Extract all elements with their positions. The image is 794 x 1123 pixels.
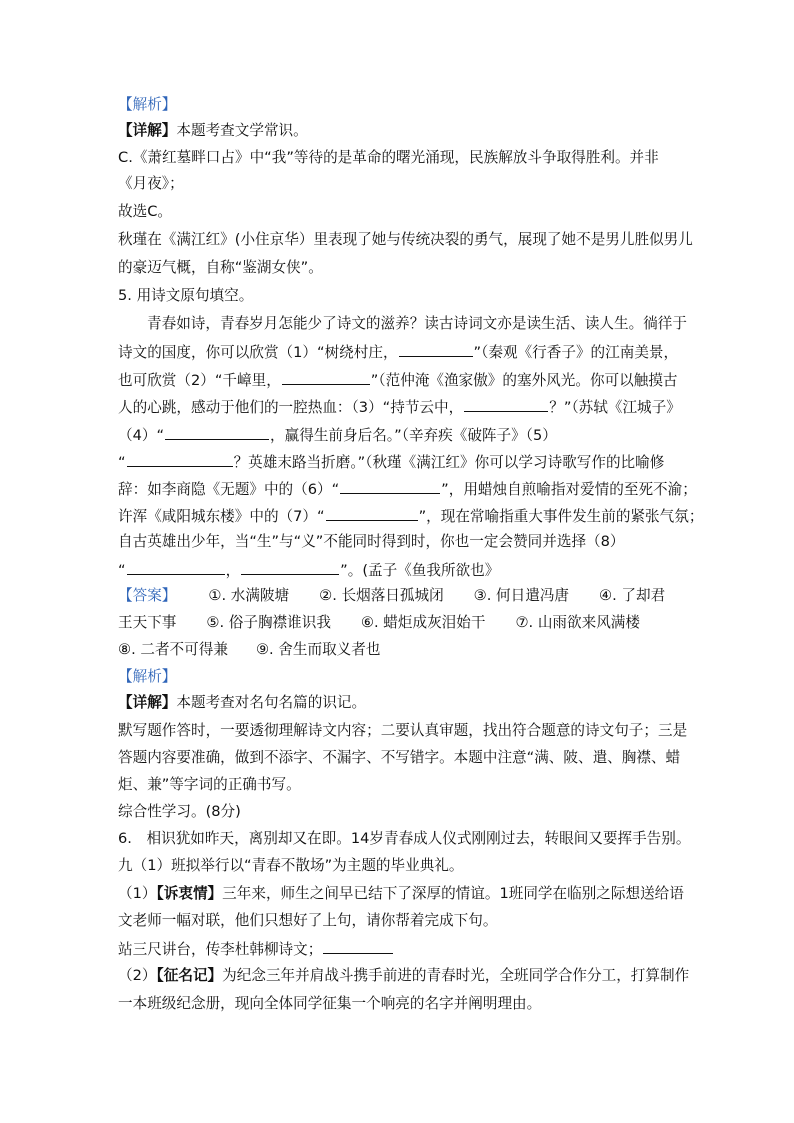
q5-text: ？英雄末路当折磨。”（秋瑾《满江红》你可以学习诗歌写作的比喻修 (233, 454, 665, 471)
question-6-intro-b: 九（1）班拟举行以“青春不散场”为主题的毕业典礼。 (118, 857, 464, 874)
sub1-tag: 【诉衷情】 (156, 885, 223, 902)
answer-blank-3[interactable] (464, 396, 548, 412)
q5-text: （4）“ (118, 427, 165, 444)
q5-text: ？”（苏轼《江城子》 (549, 399, 681, 416)
couplet-upper: 站三尺讲台，传李杜韩柳诗文； (118, 941, 323, 958)
explanation-line-1: 默写题作答时，一要透彻理解诗文内容；二要认真审题，找出符合题意的诗文句子；三是 (118, 722, 688, 739)
q5-paragraph-line-10 (118, 559, 678, 581)
answer-blank-8b[interactable] (241, 559, 339, 575)
section-tag-analysis: 【解析】 (118, 96, 177, 113)
q6-sub1-line-b: 文老师一幅对联，他们只想好了上句，请你帮着完成下句。 (118, 912, 498, 929)
answer-2: ②. 长烟落日孤城闭 (319, 587, 444, 604)
answer-blank-6[interactable] (340, 478, 440, 494)
q5-paragraph-line-1: 青春如诗，青春岁月怎能少了诗文的滋养？读古诗词文亦是读生活、读人生。徜徉于 (147, 315, 687, 332)
q5-paragraph-line-6 (118, 451, 678, 473)
answer-blank-5[interactable] (127, 451, 233, 467)
detail-line (118, 121, 678, 141)
q6-sub2-line-b: 一本班级纪念册，现向全体同学征集一个响亮的名字并阐明理由。 (118, 995, 542, 1012)
q5-text: ”。(孟子《鱼我所欲也》 (340, 562, 500, 579)
option-c-line: C.《萧红墓畔口占》中“我”等待的是革命的曙光涌现，民族解放斗争取得胜利。并非 (118, 149, 659, 166)
couplet-answer-blank[interactable] (323, 938, 393, 954)
q5-text: ”（秦观《行香子》的江南美景， (473, 344, 679, 361)
q5-text: ”，现在常喻指重大事件发生前的紧张气氛； (418, 508, 704, 525)
q5-text: “ (118, 454, 126, 471)
q6-sub2-line-a (118, 966, 690, 986)
answer-9: ⑨. 舍生而取义者也 (255, 641, 381, 658)
answer-blank-2[interactable] (282, 369, 370, 385)
q5-text: “ (118, 562, 126, 579)
sub1-text: 三年来，师生之间早已结下了深厚的情谊。1班同学在临别之际想送给语 (222, 885, 684, 902)
detail-tag: 【详解】 (118, 122, 177, 139)
answer-tag: 【答案】 (118, 587, 177, 604)
explanation-line-2: 答题内容要准确，做到不添字、不漏字、不写错字。本题中注意“满、陂、遣、胸襟、蜡 (118, 749, 681, 766)
q5-text: 人的心跳，感动于他们的一腔热血：（3）“持节云中， (118, 399, 464, 416)
answer-blank-8a[interactable] (127, 559, 225, 575)
answer-blank-4[interactable] (165, 424, 269, 440)
detail-text: 本题考查对名句名篇的识记。 (176, 694, 367, 711)
option-c-end: ； (169, 175, 184, 192)
q5-paragraph-line-5 (118, 424, 678, 446)
couplet-line (118, 938, 678, 960)
q5-text: ，赢得生前身后名。”（辛弃疾《破阵子》（5） (270, 427, 557, 444)
option-c-line-cont (118, 174, 678, 194)
question-6-intro-a: 6. 相识犹如昨天，离别却又在即。14岁青春成人仪式刚刚过去，转眼间又要挥手告别。 (118, 830, 691, 847)
section-tag-analysis-2: 【解析】 (118, 668, 177, 685)
explanation-line-3: 炬、兼”等字词的正确书写。 (118, 776, 301, 793)
q5-text: 辞：如李商隐《无题》中的（6）“ (118, 481, 340, 498)
sub2-tag: 【征名记】 (156, 967, 223, 984)
detail-end: 。 (293, 122, 308, 139)
q6-sub1-line-a (118, 884, 684, 904)
answer-6: ⑥. 蜡炬成灰泪始干 (360, 614, 486, 631)
answer-line-2 (118, 613, 678, 633)
sub1-number: （1） (118, 885, 157, 902)
q5-paragraph-line-4 (118, 396, 681, 418)
detail-tag: 【详解】 (118, 694, 177, 711)
detail-line-2 (118, 693, 678, 713)
answer-3: ③. 何日遣冯唐 (473, 587, 570, 604)
q5-text: 诗文的国度，你可以欣赏（1）“树绕村庄， (118, 344, 398, 361)
answer-1: ①. 水满陂塘 (208, 587, 290, 604)
answer-8: ⑧. 二者不可得兼 (118, 641, 228, 658)
answer-line-3 (118, 640, 678, 660)
q5-paragraph-line-9: 自古英雄出少年，当“生”与“义”不能同时得到时，你也一定会赞同并选择（8） (118, 533, 625, 550)
answer-blank-1[interactable] (399, 341, 473, 357)
sub2-text: 为纪念三年并肩战斗携手前进的青春时光，全班同学合作分工，打算制作 (222, 967, 690, 984)
question-5-title: 5. 用诗文原句填空。 (118, 287, 254, 304)
detail-text: 本题考查文学常识 (176, 122, 294, 139)
answer-blank-7[interactable] (326, 505, 418, 521)
choose-c-line: 故选C。 (118, 203, 172, 220)
section-heading-comprehensive: 综合性学习。(8分) (118, 803, 241, 820)
answer-5: ⑤. 俗子胸襟谁识我 (206, 614, 331, 631)
q5-text: ”（范仲淹《渔家傲》的塞外风光。你可以触摸古 (370, 372, 678, 389)
answer-7: ⑦. 山雨欲来风满楼 (515, 614, 640, 631)
qiujin-line-a: 秋瑾在《满江红》(小住京华）里表现了她与传统决裂的勇气，展现了她不是男儿胜似男儿 (118, 231, 693, 248)
q5-paragraph-line-8 (118, 505, 704, 527)
q5-paragraph-line-3 (118, 369, 678, 391)
q5-paragraph-line-2 (118, 341, 678, 363)
q5-text: 也可欣赏（2）“千嶂里， (118, 372, 281, 389)
sub2-number: （2） (118, 967, 157, 984)
q5-text: ”，用蜡烛自煎喻指对爱情的至死不渝； (441, 481, 697, 498)
answer-line-1 (118, 586, 678, 606)
q5-text: 许浑《咸阳城东楼》中的（7）“ (118, 508, 325, 525)
answer-4a: ④. 了却君 (599, 587, 666, 604)
q5-paragraph-line-7 (118, 478, 697, 500)
q5-text: ， (225, 562, 241, 579)
qiujin-line-b: 的豪迈气概，自称“鉴湖女侠”。 (118, 259, 323, 276)
option-c-title: 《月夜》 (118, 175, 170, 192)
answer-4b: 王天下事 (118, 614, 177, 631)
